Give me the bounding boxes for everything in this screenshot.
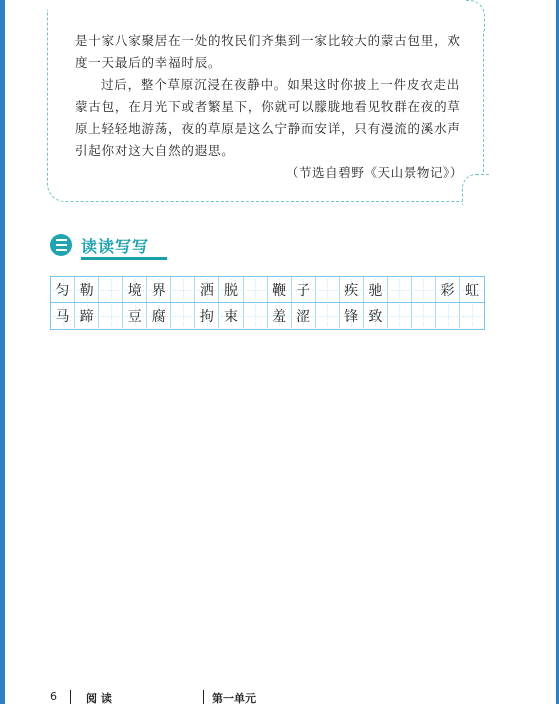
footer-category: 阅 读 (86, 692, 112, 705)
grid-cell (412, 277, 436, 302)
grid-char: 羞 (272, 308, 287, 325)
grid-row-2 (51, 303, 484, 328)
menu-lines-icon (50, 234, 72, 256)
page-number: 6 (50, 690, 57, 703)
grid-cell (364, 277, 388, 302)
grid-cell (292, 303, 316, 328)
grid-cell (219, 303, 243, 328)
grid-char: 蹄 (79, 308, 94, 325)
grid-char: 腐 (151, 308, 166, 325)
grid-cell (460, 277, 484, 302)
grid-cell (171, 277, 195, 302)
page-footer (50, 688, 350, 704)
grid-cell (268, 303, 292, 328)
grid-char: 豆 (127, 308, 142, 325)
grid-cell (123, 277, 147, 302)
section-title: 读读写写 (81, 237, 150, 256)
footer-unit: 第一单元 (212, 692, 256, 705)
grid-char: 驰 (368, 282, 383, 299)
grid-char: 马 (55, 308, 70, 325)
grid-cell (195, 277, 219, 302)
grid-char: 束 (223, 308, 238, 325)
grid-char: 勒 (79, 282, 94, 299)
grid-cell (75, 277, 99, 302)
footer-divider (203, 690, 204, 704)
page-frame-left (0, 0, 5, 704)
grid-cell (219, 277, 243, 302)
grid-cell (388, 303, 412, 328)
passage-paragraph-1: 是十家八家聚居在一处的牧民们齐集到一家比较大的蒙古包里，欢度一天最后的幸福时辰。 (75, 33, 461, 70)
grid-cell (244, 303, 268, 328)
grid-cell (340, 277, 364, 302)
grid-cell (388, 277, 412, 302)
grid-cell (436, 277, 460, 302)
grid-cell (364, 303, 388, 328)
grid-cell (99, 303, 123, 328)
grid-cell (460, 303, 484, 328)
grid-cell (340, 303, 364, 328)
grid-row-1 (51, 277, 484, 303)
section-underline (81, 257, 167, 260)
grid-cell (268, 277, 292, 302)
grid-char: 洒 (199, 282, 214, 299)
grid-char: 境 (127, 282, 142, 299)
grid-cell (147, 277, 171, 302)
writing-grid (50, 276, 485, 330)
grid-char: 致 (368, 308, 383, 325)
grid-char: 彩 (440, 282, 455, 299)
grid-cell (51, 277, 75, 302)
grid-char: 虹 (465, 282, 480, 299)
grid-cell (51, 303, 75, 328)
grid-cell (316, 277, 340, 302)
grid-cell (244, 277, 268, 302)
grid-char: 界 (151, 282, 166, 299)
grid-char: 疾 (344, 282, 359, 299)
grid-char: 锋 (344, 308, 359, 325)
passage-source: （节选自碧野《天山景物记》） (285, 165, 463, 180)
grid-cell (171, 303, 195, 328)
grid-cell (316, 303, 340, 328)
grid-char: 涩 (296, 308, 311, 325)
grid-char: 拘 (199, 308, 214, 325)
grid-char: 子 (296, 282, 311, 299)
grid-cell (123, 303, 147, 328)
grid-cell (412, 303, 436, 328)
grid-char: 脱 (223, 282, 238, 299)
grid-cell (147, 303, 171, 328)
footer-divider (70, 690, 71, 704)
passage-paragraph-2: 过后，整个草原沉浸在夜静中。如果这时你披上一件皮衣走出蒙古包，在月光下或者繁星下，你就可以朦胧地看见牧群在夜的草原上轻轻地游荡，夜的草原是这么宁静而安详，只有漫流的溪水声引起你对这大自然的遐思。 (75, 77, 461, 158)
grid-cell (99, 277, 123, 302)
passage-box-tail (462, 174, 489, 205)
grid-cell (292, 277, 316, 302)
grid-cell (75, 303, 99, 328)
grid-cell (436, 303, 460, 328)
grid-char: 鞭 (272, 282, 287, 299)
grid-char: 匀 (55, 282, 70, 299)
grid-cell (195, 303, 219, 328)
